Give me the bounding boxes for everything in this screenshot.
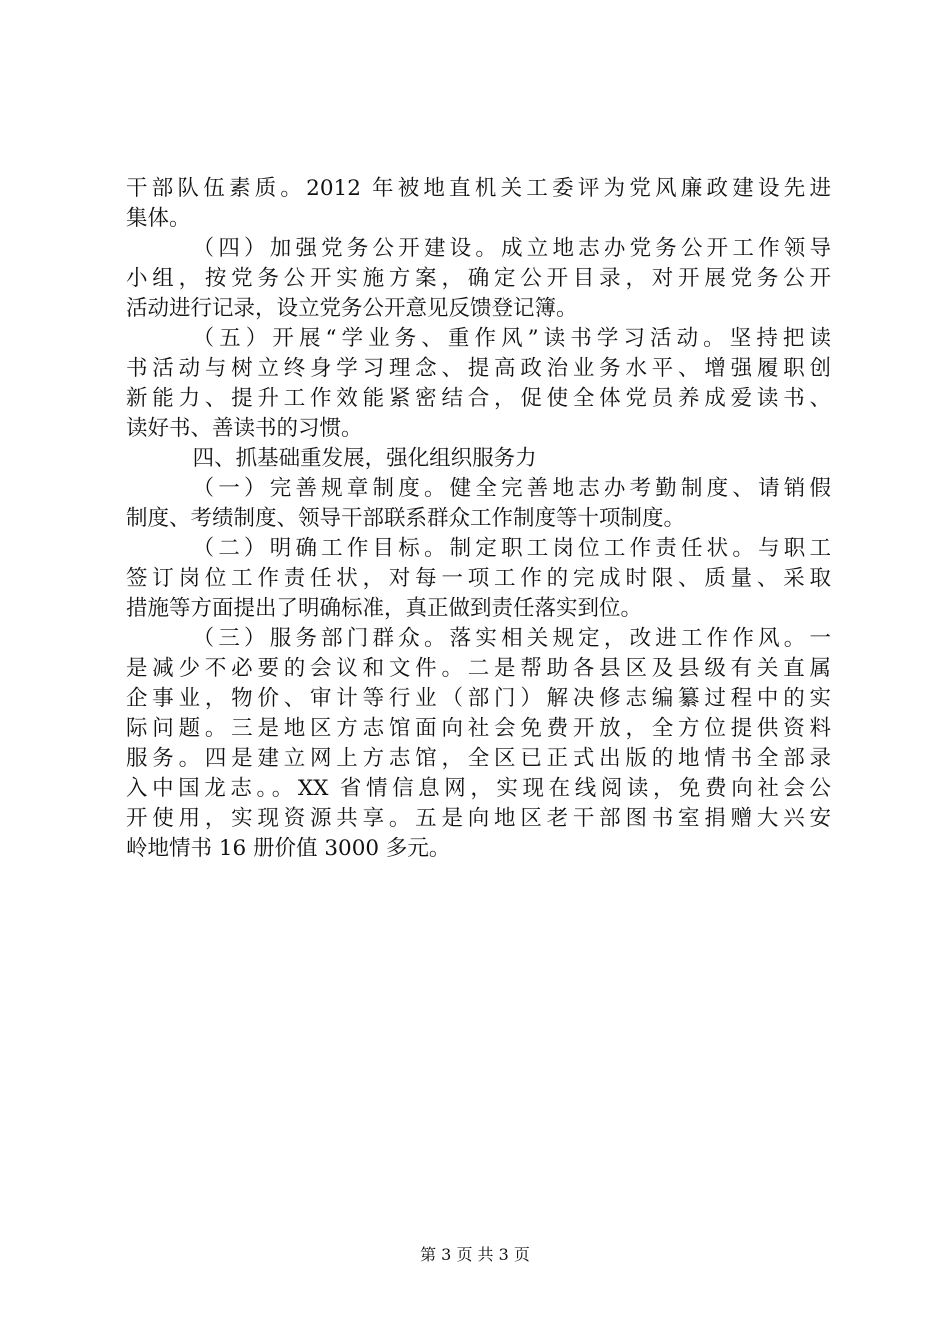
text-line: 入中国龙志。。XX 省情信息网，实现在线阅读，免费向社会公 — [126, 776, 831, 801]
text-line: 际问题。三是地区方志馆面向社会免费开放，全方位提供资料 — [126, 716, 831, 741]
text-line: （四）加强党务公开建设。成立地志办党务公开工作领导 — [192, 236, 831, 261]
text-line: 小组，按党务公开实施方案，确定公开目录，对开展党务公开 — [126, 266, 831, 291]
document-body — [126, 174, 831, 864]
text-line: 服务。四是建立网上方志馆，全区已正式出版的地情书全部录 — [126, 746, 831, 771]
text-line: 集体。 — [126, 206, 191, 231]
text-line: 活动进行记录，设立党务公开意见反馈登记簿。 — [126, 296, 578, 321]
text-line: （三）服务部门群众。落实相关规定，改进工作作风。一 — [192, 626, 831, 651]
text-line: 制度、考绩制度、领导干部联系群众工作制度等十项制度。 — [126, 506, 686, 531]
text-line: 读好书、善读书的习惯。 — [126, 416, 363, 441]
text-line: 企事业，物价、审计等行业（部门）解决修志编纂过程中的实 — [126, 686, 831, 711]
text-line: （五）开展“学业务、重作风”读书学习活动。坚持把读 — [192, 326, 831, 351]
text-line: 新能力、提升工作效能紧密结合，促使全体党员养成爱读书、 — [126, 386, 831, 411]
text-line: 书活动与树立终身学习理念、提高政治业务水平、增强履职创 — [126, 356, 831, 381]
text-line: （一）完善规章制度。健全完善地志办考勤制度、请销假 — [192, 476, 831, 501]
text-line: 干部队伍素质。2012 年被地直机关工委评为党风廉政建设先进 — [126, 176, 831, 201]
page-footer: 第 3 页 共 3 页 — [420, 1245, 530, 1264]
text-line: 措施等方面提出了明确标准，真正做到责任落实到位。 — [126, 596, 643, 621]
text-line: （二）明确工作目标。制定职工岗位工作责任状。与职工 — [192, 536, 831, 561]
text-line: 四、抓基础重发展，强化组织服务力 — [192, 446, 537, 471]
text-line: 岭地情书 16 册价值 3000 多元。 — [126, 836, 451, 861]
text-line: 签订岗位工作责任状，对每一项工作的完成时限、质量、采取 — [126, 566, 831, 591]
text-line: 开使用，实现资源共享。五是向地区老干部图书室捐赠大兴安 — [126, 806, 831, 831]
text-line: 是减少不必要的会议和文件。二是帮助各县区及县级有关直属 — [126, 656, 831, 681]
